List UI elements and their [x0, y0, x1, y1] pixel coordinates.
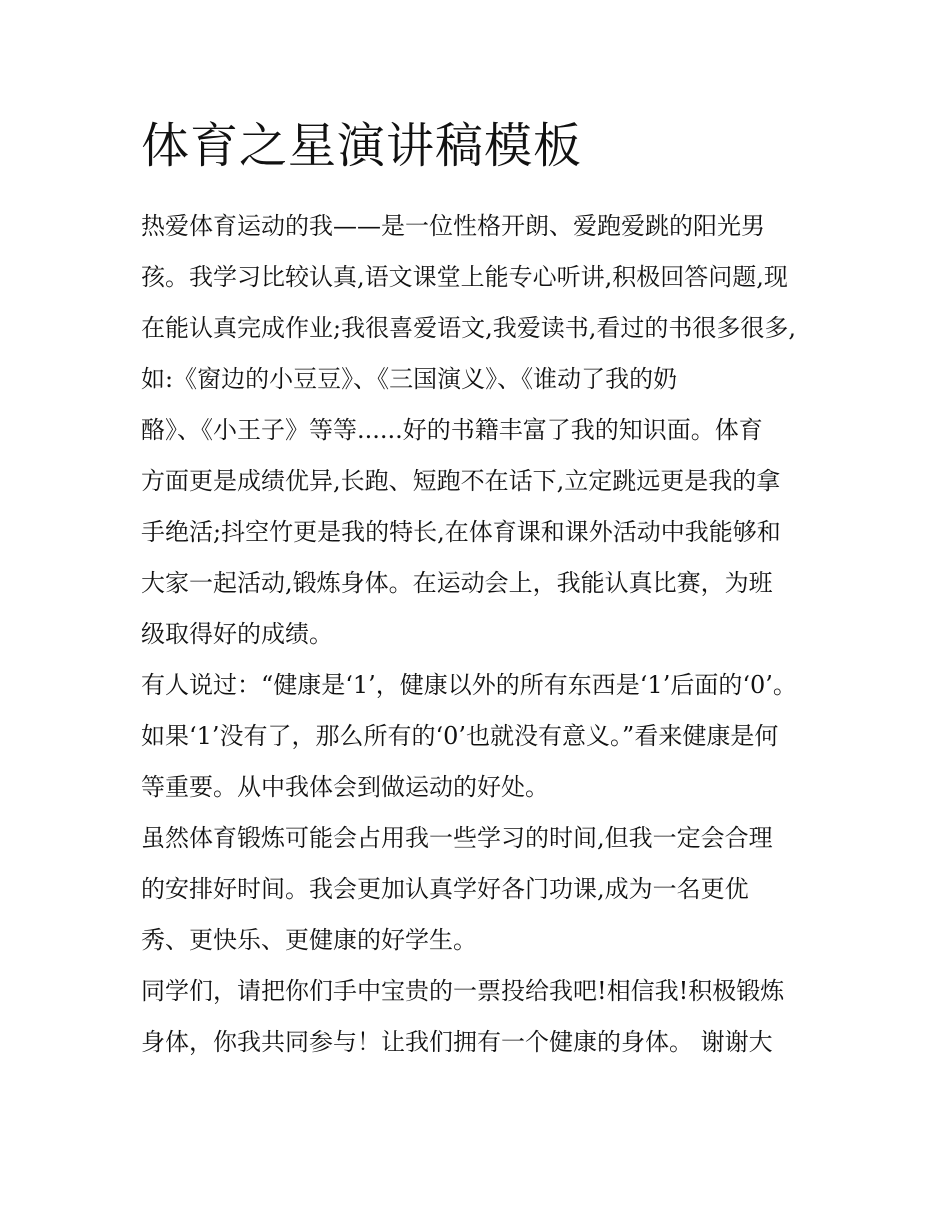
- text-line: 级取得好的成绩。: [141, 620, 333, 648]
- text-line: 有人说过：“健康是‘1’，健康以外的所有东西是‘1’后面的‘0’。: [141, 671, 797, 699]
- text-line: 秀、更快乐、更健康的好学生。: [141, 926, 477, 954]
- text-line: 在能认真完成作业;我很喜爱语文,我爱读书,看过的书很多很多,: [141, 314, 796, 342]
- text-line: 方面更是成绩优异,长跑、短跑不在话下,立定跳远更是我的拿: [141, 467, 781, 495]
- text-line: 的安排好时间。我会更加认真学好各门功课,成为一名更优: [141, 875, 749, 903]
- text-line: 同学们，请把你们手中宝贵的一票投给我吧!相信我!积极锻炼: [141, 977, 785, 1005]
- text-line: 如果‘1’没有了，那么所有的‘0’也就没有意义。”看来健康是何: [141, 722, 779, 750]
- text-line: 虽然体育锻炼可能会占用我一些学习的时间,但我一定会合理: [141, 824, 773, 852]
- text-line: 孩。我学习比较认真,语文课堂上能专心听讲,积极回答问题,现: [141, 263, 788, 291]
- document-body: [141, 201, 821, 1068]
- text-line: 热爱体育运动的我——是一位性格开朗、爱跑爱跳的阳光男: [141, 212, 765, 240]
- text-line: 如:《窗边的小豆豆》、《三国演义》、《谁动了我的奶: [141, 365, 678, 393]
- text-line: 身体，你我共同参与！让我们拥有一个健康的身体。 谢谢大: [141, 1028, 773, 1056]
- text-line: 等重要。从中我体会到做运动的好处。: [141, 773, 549, 801]
- text-line: 酪》、《小王子》等等......好的书籍丰富了我的知识面。体育: [141, 416, 763, 444]
- text-line: 大家一起活动,锻炼身体。在运动会上，我能认真比赛，为班: [141, 569, 773, 597]
- document-title: 体育之星演讲稿模板: [141, 118, 583, 174]
- text-line: 手绝活;抖空竹更是我的特长,在体育课和课外活动中我能够和: [141, 518, 781, 546]
